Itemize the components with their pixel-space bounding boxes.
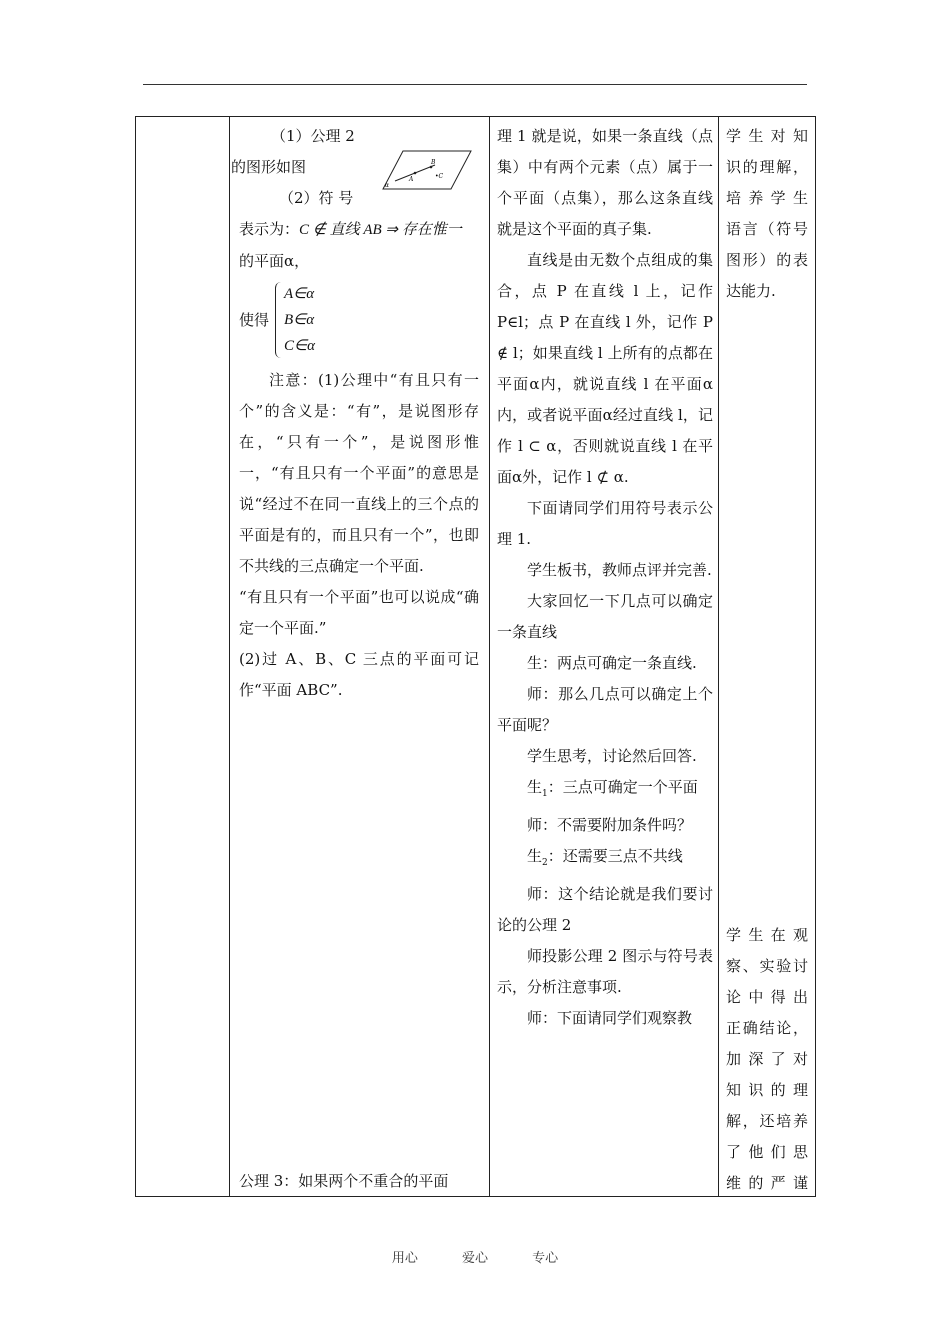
svg-text:A: A: [409, 176, 414, 183]
activity-p2: 直线是由无数个点组成的集合，点 P 在直线 l 上，记作 P∈l；点 P 在直线 l 外，记作 P ∉ l；如果直线 l 上所有的点都在平面α内，就说直线 l 在平面α内，或者说平面α经过直线 l，记作 l ⊂ α，否则就说直线 l 在平面α外，记作 l ⊄ α.: [497, 251, 713, 486]
activity-p7: 师：那么几点可以确定上个平面呢？: [497, 685, 713, 734]
intent-line: 达能力.: [726, 282, 776, 300]
header-rule: [143, 84, 807, 85]
intent-line: 学生对知: [726, 127, 808, 145]
intent-line: 图形）的表: [726, 251, 808, 269]
activity-p4: 学生板书，教师点评并完善.: [527, 561, 712, 579]
activity-p5: 大家回忆一下几点可以确定一条直线: [497, 592, 713, 641]
axiom2-plane-figure: [381, 147, 473, 192]
condition-b: B∈α: [284, 312, 315, 328]
column-divider: [229, 117, 230, 1196]
column-divider: [489, 117, 490, 1196]
svg-text:α: α: [385, 182, 390, 189]
intent-line: 解，还培养: [726, 1112, 808, 1130]
intent-line: 维的严谨: [726, 1174, 808, 1192]
activity-p11: 生$_2$：还需要三点不共线: [527, 847, 683, 868]
intent-line: 学生在观: [726, 926, 808, 944]
axiom2-figure-caption: （1）公理 2: [271, 127, 355, 145]
svg-text:•C: •C: [435, 173, 444, 180]
condition-c: C∈α: [284, 338, 315, 354]
axiom2-symbol-heading: （2）符 号: [279, 189, 354, 207]
activity-p1: 理 1 就是说，如果一条直线（点集）中有两个元素（点）属于一个平面（点集），那么这条直线就是这个平面的真子集.: [497, 127, 713, 238]
activity-p12: 师：这个结论就是我们要讨论的公理 2: [497, 885, 713, 934]
intent-line: 知识的理: [726, 1081, 808, 1099]
activity-column: [497, 121, 713, 1034]
content-column: [231, 121, 479, 706]
axiom3-start: 公理 3：如果两个不重合的平面: [239, 1172, 449, 1190]
activity-p10: 师：不需要附加条件吗？: [527, 816, 693, 834]
condition-brace: 使得 A∈α B∈α C∈α: [239, 281, 479, 359]
lesson-table: [135, 116, 816, 1197]
axiom2-symbol-line: 表示为：C ∉ 直线 AB ⇒ 存在惟一: [239, 220, 462, 238]
note-2: “有且只有一个平面”也可以说成“确定一个平面.”: [239, 588, 479, 637]
intent-line: 培养学生: [726, 189, 808, 207]
activity-p13: 师投影公理 2 图示与符号表示，分析注意事项.: [497, 947, 713, 996]
intent-line: 识的理解，: [726, 158, 808, 176]
intent-line: 察、实验讨: [726, 957, 808, 975]
intent-column: [726, 121, 808, 307]
activity-p3: 下面请同学们用符号表示公理 1.: [497, 499, 713, 548]
intent-line: 了他们思: [726, 1143, 808, 1161]
page-footer: 用心 爱心 专心: [391, 1251, 559, 1266]
activity-p6: 生：两点可确定一条直线.: [527, 654, 697, 672]
intent-line: 加深了对: [726, 1050, 808, 1068]
intent-line: 论中得出: [726, 988, 808, 1006]
intent-line: 正确结论，: [726, 1019, 808, 1037]
intent-column-2: [726, 920, 808, 1199]
condition-a: A∈α: [284, 286, 315, 302]
activity-p9: 生$_1$：三点可确定一个平面: [527, 778, 698, 799]
note-3: (2)过 A、B、C 三点的平面可记作“平面 ABC”.: [239, 650, 479, 699]
axiom2-symbol-line-2: 的平面α，: [239, 252, 310, 270]
activity-p8: 学生思考，讨论然后回答.: [527, 747, 697, 765]
column-divider: [718, 117, 719, 1196]
activity-p14: 师：下面请同学们观察教: [527, 1009, 693, 1027]
note-1: 注意：(1)公理中“有且只有一个”的含义是：“有”，是说图形存在，“只有一个”，是说图形惟一，“有且只有一个平面”的意思是说“经过不在同一直线上的三个点的平面是有的，而且只有一个”，也即不共线的三点确定一个平面.: [239, 371, 479, 575]
intent-line: 语言（符号: [726, 220, 808, 238]
axiom2-figure-caption-2: 的图形如图: [231, 158, 307, 176]
svg-text:B: B: [431, 159, 436, 166]
